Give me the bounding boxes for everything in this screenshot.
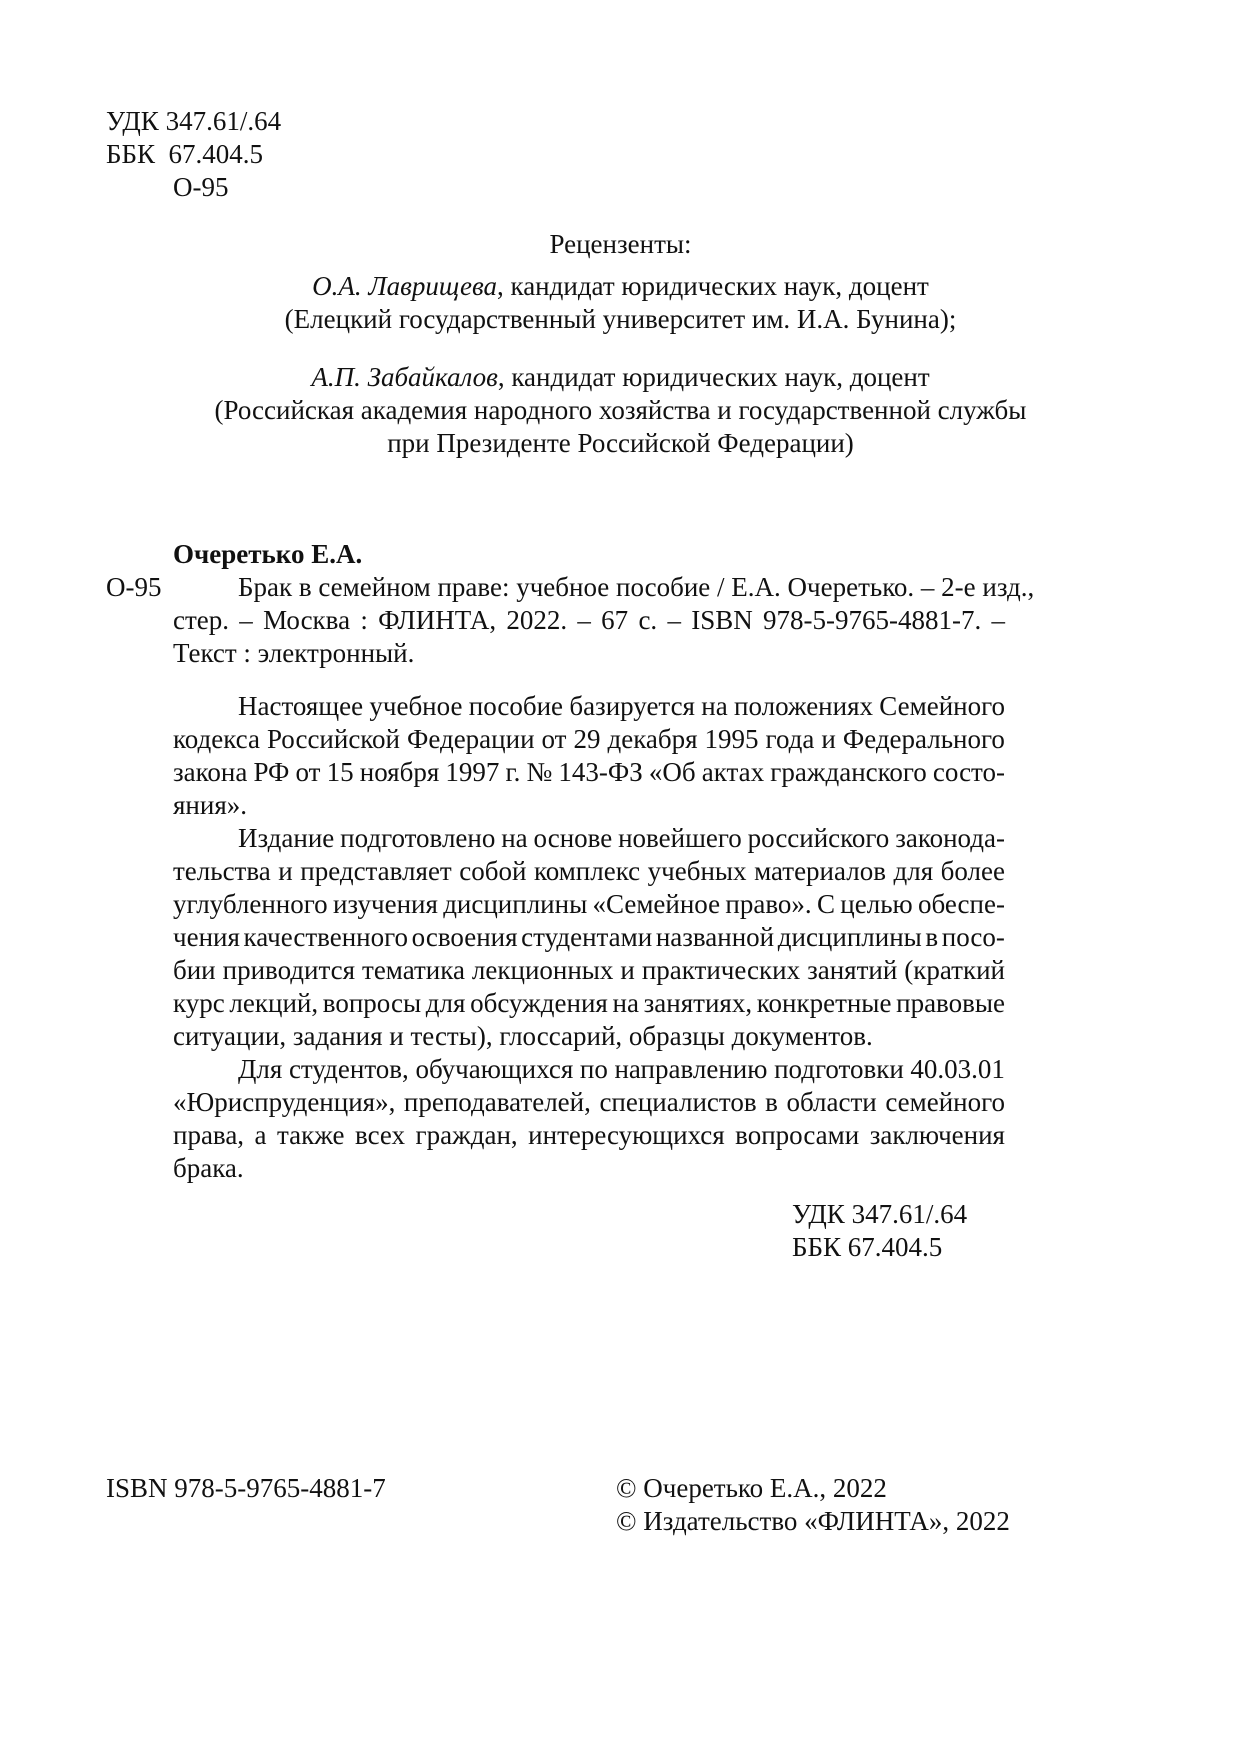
word: комплекс	[533, 856, 641, 886]
word: ISBN	[691, 605, 753, 635]
annotation-p3-line-2	[173, 1086, 1005, 1119]
word: кодекса	[173, 724, 260, 754]
word: №	[526, 757, 553, 787]
word: углубленного	[173, 889, 328, 919]
annotation-p2-line-7: ситуации, задания и тесты), глоссарий, образцы документов.	[173, 1021, 873, 1051]
reviewer-1-degree: , кандидат юридических наук, доцент	[496, 271, 929, 301]
reviewers-title: Рецензенты:	[549, 229, 692, 259]
word: пособие	[468, 691, 564, 721]
annotation-p2-line-3	[173, 888, 1005, 921]
word: российского	[747, 823, 890, 853]
word: ноября	[359, 757, 440, 787]
word: чения	[173, 922, 240, 952]
reviewer-1	[0, 270, 1241, 303]
word: –	[577, 605, 591, 635]
word: также	[277, 1120, 345, 1150]
word: Москва	[263, 605, 351, 635]
annotation-p1-line-4: яния».	[173, 790, 247, 820]
word: заключения	[869, 1120, 1005, 1150]
word: –	[667, 605, 681, 635]
word: и	[620, 955, 635, 985]
word: качественного	[243, 922, 409, 952]
word: для	[893, 856, 934, 886]
word: занятий	[807, 955, 898, 985]
footer-bbk-code: ББК 67.404.5	[792, 1232, 943, 1262]
word: стер.	[173, 605, 230, 635]
word: в	[925, 922, 939, 952]
word: направлению	[614, 1054, 768, 1084]
word: Федерации	[407, 724, 535, 754]
word: 29	[573, 724, 601, 754]
word: Федерального	[842, 724, 1005, 754]
annotation-p2-line-5	[173, 954, 1005, 987]
word: –	[991, 605, 1005, 635]
word: Семейного	[879, 691, 1005, 721]
word: учебное	[369, 691, 463, 721]
word: интересующихся	[528, 1120, 725, 1150]
word: семейного	[885, 1087, 1005, 1117]
bbk-code: ББК 67.404.5	[106, 139, 264, 169]
word: приводится	[222, 955, 356, 985]
word: тельства	[173, 856, 271, 886]
word: г.	[505, 757, 521, 787]
word: изучения	[332, 889, 438, 919]
word: и	[821, 724, 836, 754]
word: всех	[355, 1120, 406, 1150]
word: подготовки	[774, 1054, 904, 1084]
word: года	[765, 724, 815, 754]
reviewer-2-degree: , кандидат юридических наук, доцент	[497, 362, 930, 392]
word: 143-ФЗ	[558, 757, 643, 787]
reviewer-1-name: О.А. Лаврищева	[312, 271, 497, 301]
word: посо-	[941, 922, 1005, 952]
word: декабря	[607, 724, 698, 754]
word: новейшего	[618, 823, 742, 853]
word: по	[579, 1054, 608, 1084]
word: и	[278, 856, 293, 886]
word: курс	[173, 988, 225, 1018]
word: дисциплины	[777, 922, 922, 952]
word: 2022.	[506, 605, 568, 635]
annotation-p1-line-3	[173, 756, 1005, 789]
word: обучающихся	[415, 1054, 574, 1084]
word: названной	[655, 922, 775, 952]
reviewer-2-name: А.П. Забайкалов	[311, 362, 498, 392]
record-mark: О-95	[106, 572, 162, 602]
annotation-p2-line-6	[173, 987, 1005, 1020]
word: на	[501, 823, 528, 853]
annotation-p2-line-1	[238, 822, 1005, 855]
word: «Семейное	[592, 889, 721, 919]
word: более	[940, 856, 1005, 886]
word: (краткий	[904, 955, 1005, 985]
word: РФ	[253, 757, 290, 787]
annotation-p1-line-2	[173, 723, 1005, 756]
word: положениях	[734, 691, 873, 721]
word: лекций,	[229, 988, 319, 1018]
word: на	[612, 988, 639, 1018]
reviewer-2	[0, 361, 1241, 394]
annotation-p2-line-2	[173, 855, 1005, 888]
word: правовые	[896, 988, 1005, 1018]
word: на	[701, 691, 728, 721]
word: Российской	[266, 724, 400, 754]
annotation-p3-line-1	[238, 1053, 1005, 1086]
word: обсуждения	[470, 988, 608, 1018]
word: от	[541, 724, 567, 754]
word: с.	[638, 605, 658, 635]
word: 978-5-9765-4881-7.	[762, 605, 982, 635]
word: :	[360, 605, 368, 635]
word: граждан,	[415, 1120, 518, 1150]
author-mark: О-95	[173, 172, 229, 202]
record-line-3: Текст : электронный.	[173, 638, 415, 668]
word: преподавателей,	[403, 1087, 591, 1117]
word: представляет	[300, 856, 452, 886]
word: дисциплины	[443, 889, 588, 919]
word: практических	[641, 955, 801, 985]
word: занятиях,	[643, 988, 753, 1018]
reviewer-1-org: (Елецкий государственный университет им. И.А. Бунина);	[284, 304, 957, 334]
annotation-p1-line-1	[238, 690, 1005, 723]
word: право».	[725, 889, 812, 919]
word: области	[786, 1087, 877, 1117]
word: «Об	[648, 757, 696, 787]
copyright-author: © Очеретько Е.А., 2022	[616, 1473, 887, 1503]
word: бии	[173, 955, 216, 985]
word: базируется	[569, 691, 695, 721]
word: 1997	[445, 757, 500, 787]
word: студентами	[521, 922, 653, 952]
record-author: Очеретько Е.А.	[173, 539, 363, 569]
record-line-2	[173, 604, 1005, 637]
word: Издание	[238, 823, 335, 853]
reviewer-2-org-line-2: при Президенте Российской Федерации)	[387, 428, 854, 458]
word: конкретные	[756, 988, 892, 1018]
word: «Юриспруденция»,	[173, 1087, 396, 1117]
word: вопросами	[735, 1120, 860, 1150]
word: состо-	[932, 757, 1005, 787]
word: материалов	[754, 856, 886, 886]
copyright-publisher: © Издательство «ФЛИНТА», 2022	[616, 1506, 1010, 1536]
word: тематика	[362, 955, 465, 985]
word: 67	[601, 605, 629, 635]
word: –	[239, 605, 253, 635]
word: С	[816, 889, 835, 919]
word: специалистов	[599, 1087, 757, 1117]
word: для	[425, 988, 466, 1018]
word: 15	[326, 757, 354, 787]
word: освоения	[411, 922, 518, 952]
word: гражданского	[770, 757, 927, 787]
word: права,	[173, 1120, 245, 1150]
word: вопросы	[322, 988, 422, 1018]
word: а	[254, 1120, 267, 1150]
word: собой	[459, 856, 527, 886]
word: 1995	[704, 724, 759, 754]
footer-udk-code: УДК 347.61/.64	[792, 1199, 968, 1229]
annotation-p3-line-3	[173, 1119, 1005, 1152]
reviewer-2-org-line-1: (Российская академия народного хозяйства и государственной службы	[214, 395, 1027, 425]
record-line-1: Брак в семейном праве: учебное пособие / Е.А. Очеретько. – 2-е изд.,	[238, 572, 1035, 602]
udk-code: УДК 347.61/.64	[106, 106, 282, 136]
isbn: ISBN 978-5-9765-4881-7	[106, 1473, 386, 1503]
word: основе	[533, 823, 613, 853]
word: ФЛИНТА,	[378, 605, 497, 635]
word: Настоящее	[238, 691, 364, 721]
word: законода-	[895, 823, 1005, 853]
word: актах	[701, 757, 765, 787]
word: обеспе-	[917, 889, 1005, 919]
word: в	[765, 1087, 778, 1117]
word: 40.03.01	[910, 1054, 1005, 1084]
word: лекционных	[471, 955, 614, 985]
word: учебных	[647, 856, 747, 886]
word: студентов,	[288, 1054, 409, 1084]
word: от	[295, 757, 321, 787]
word: подготовлено	[340, 823, 496, 853]
word: Для	[238, 1054, 283, 1084]
word: целью	[840, 889, 913, 919]
word: закона	[173, 757, 248, 787]
annotation-p2-line-4	[173, 921, 1005, 954]
annotation-p3-line-4: брака.	[173, 1153, 244, 1183]
